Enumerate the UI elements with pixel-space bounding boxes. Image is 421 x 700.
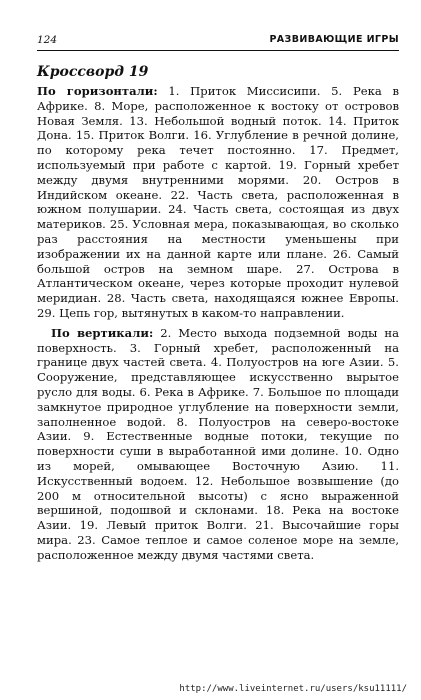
across-text: 1. Приток Миссисипи. 5. Река в Африке. 8. Море, расположенное к востоку от островов Новая Земля. 13. Небольшой водный поток. 14. Приток Дона. 15. Приток Волги. 16. Углубление в речной долине, по которому река течет постоянно. 17. Предмет, используемый при работе с картой. 19. Горный хребет между двумя внутренними морями. 20. Остров в Индийском океане. 22. Часть света, расположенная в южном полушарии. 24. Часть света, состоящая из двух материков. 25. Условная мера, показывающая, во сколько раз расстояния на местности уменьшены при изображении их на данной карте или плане. 26. Самый большой остров на земном шаре. 27. Острова в Атлантическом океане, через которые проходит нулевой меридиан. 28. Часть света, находящаяся южнее Европы. 29. Цепь гор, вытянутых в каком-то направлении. [37, 84, 400, 320]
crossword-clues [37, 62, 399, 563]
down-text: 2. Место выхода подземной воды на поверхность. 3. Горный хребет, расположенный на границе двух частей света. 4. Полуостров на юге Азии. 5. Сооружение, представляющее искусственно вырытое русло для воды. 6. Река в Африке. 7. Большое по площади замкнутое природное углубление на поверхности земли, заполненное водой. 8. Полуостров на северо-востоке Азии. 9. Естественные водные потоки, текущие по поверхности суши в выработанной ими долине. 10. Одно из морей, омывающее Восточную Азию. 11. Искусственный водоем. 12. Небольшое возвышение (до 200 м относительной высоты) с ясно выраженной вершиной, подошвой и склонами. 18. Река на востоке Азии. 19. Левый приток Волги. 21. Высочайшие горы мира. 23. Самое теплое и самое соленое море на земле, расположенное между двумя частями света. [37, 325, 399, 562]
source-url: http://www.liveinternet.ru/users/ksu11111/ [179, 684, 407, 694]
down-clues [37, 326, 399, 563]
across-heading: По горизонтали: [37, 84, 158, 98]
down-heading: По вертикали: [51, 325, 154, 340]
page-number: 124 [37, 34, 58, 46]
across-clues [37, 84, 399, 321]
header-rule [37, 50, 399, 51]
crossword-title: Кроссворд 19 [37, 64, 149, 80]
running-head [37, 33, 399, 47]
section-title: РАЗВИВАЮЩИЕ ИГРЫ [269, 34, 399, 45]
